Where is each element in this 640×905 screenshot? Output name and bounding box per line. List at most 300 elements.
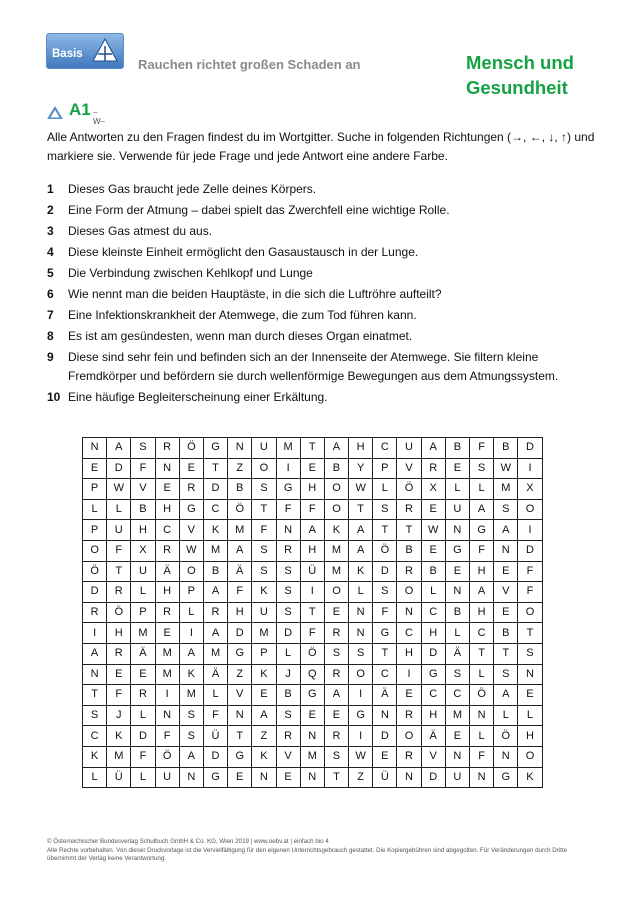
grid-cell[interactable]: L (131, 767, 155, 788)
grid-cell[interactable]: A (179, 746, 203, 767)
grid-cell[interactable]: E (324, 602, 348, 623)
grid-cell[interactable]: K (324, 520, 348, 541)
grid-cell[interactable]: N (518, 664, 542, 685)
grid-cell[interactable]: O (83, 540, 107, 561)
grid-cell[interactable]: M (276, 438, 300, 459)
grid-cell[interactable]: N (373, 705, 397, 726)
grid-cell[interactable]: C (203, 499, 227, 520)
grid-cell[interactable]: N (155, 458, 179, 479)
grid-cell[interactable]: L (203, 685, 227, 706)
grid-cell[interactable]: I (518, 520, 542, 541)
grid-cell[interactable]: E (179, 458, 203, 479)
grid-cell[interactable]: Ä (373, 685, 397, 706)
grid-cell[interactable]: T (324, 767, 348, 788)
grid-cell[interactable]: L (131, 582, 155, 603)
grid-cell[interactable]: G (421, 664, 445, 685)
grid-cell[interactable]: I (349, 726, 373, 747)
grid-cell[interactable]: J (276, 664, 300, 685)
grid-cell[interactable]: H (155, 499, 179, 520)
grid-cell[interactable]: F (203, 705, 227, 726)
grid-cell[interactable]: M (300, 746, 324, 767)
grid-cell[interactable]: I (518, 458, 542, 479)
grid-cell[interactable]: B (131, 499, 155, 520)
grid-cell[interactable]: R (276, 540, 300, 561)
grid-cell[interactable]: R (276, 726, 300, 747)
grid-cell[interactable]: E (300, 458, 324, 479)
grid-cell[interactable]: E (155, 623, 179, 644)
grid-cell[interactable]: C (470, 623, 494, 644)
grid-cell[interactable]: E (83, 458, 107, 479)
grid-cell[interactable]: C (373, 438, 397, 459)
grid-cell[interactable]: M (179, 685, 203, 706)
grid-cell[interactable]: N (349, 602, 373, 623)
grid-cell[interactable]: Ö (494, 726, 518, 747)
grid-cell[interactable]: B (421, 561, 445, 582)
grid-cell[interactable]: W (107, 479, 131, 500)
grid-cell[interactable]: Ö (179, 438, 203, 459)
grid-cell[interactable]: F (300, 499, 324, 520)
grid-cell[interactable]: R (107, 643, 131, 664)
grid-cell[interactable]: A (470, 582, 494, 603)
grid-cell[interactable]: U (131, 561, 155, 582)
grid-cell[interactable]: S (373, 499, 397, 520)
grid-cell[interactable]: U (445, 499, 469, 520)
grid-cell[interactable]: L (445, 479, 469, 500)
grid-cell[interactable]: A (494, 685, 518, 706)
grid-cell[interactable]: A (324, 438, 348, 459)
grid-cell[interactable]: B (397, 540, 421, 561)
grid-cell[interactable]: O (179, 561, 203, 582)
grid-cell[interactable]: T (228, 726, 252, 747)
grid-cell[interactable]: L (276, 643, 300, 664)
grid-cell[interactable]: Q (300, 664, 324, 685)
grid-cell[interactable]: X (131, 540, 155, 561)
grid-cell[interactable]: D (203, 479, 227, 500)
grid-cell[interactable]: A (470, 499, 494, 520)
grid-cell[interactable]: D (203, 746, 227, 767)
grid-cell[interactable]: E (228, 767, 252, 788)
grid-cell[interactable]: P (131, 602, 155, 623)
grid-cell[interactable]: D (107, 458, 131, 479)
grid-cell[interactable]: C (445, 685, 469, 706)
grid-cell[interactable]: S (324, 643, 348, 664)
grid-cell[interactable]: T (470, 643, 494, 664)
grid-cell[interactable]: N (349, 623, 373, 644)
grid-cell[interactable]: T (252, 499, 276, 520)
grid-cell[interactable]: A (252, 705, 276, 726)
grid-cell[interactable]: I (83, 623, 107, 644)
grid-cell[interactable]: A (203, 582, 227, 603)
grid-cell[interactable]: G (349, 705, 373, 726)
grid-cell[interactable]: Ö (470, 685, 494, 706)
grid-cell[interactable]: D (518, 540, 542, 561)
grid-cell[interactable]: S (494, 664, 518, 685)
grid-cell[interactable]: H (421, 705, 445, 726)
grid-cell[interactable]: Ö (300, 643, 324, 664)
grid-cell[interactable]: P (252, 643, 276, 664)
grid-cell[interactable]: G (179, 499, 203, 520)
grid-cell[interactable]: Ä (421, 726, 445, 747)
grid-cell[interactable]: E (252, 685, 276, 706)
grid-cell[interactable]: F (470, 438, 494, 459)
grid-cell[interactable]: O (349, 664, 373, 685)
grid-cell[interactable]: R (397, 705, 421, 726)
grid-cell[interactable]: H (349, 438, 373, 459)
grid-cell[interactable]: K (203, 520, 227, 541)
grid-cell[interactable]: I (300, 582, 324, 603)
grid-cell[interactable]: O (518, 602, 542, 623)
grid-cell[interactable]: E (421, 540, 445, 561)
grid-cell[interactable]: M (445, 705, 469, 726)
grid-cell[interactable]: R (107, 582, 131, 603)
grid-cell[interactable]: A (349, 520, 373, 541)
grid-cell[interactable]: S (179, 705, 203, 726)
grid-cell[interactable]: L (445, 623, 469, 644)
grid-cell[interactable]: N (252, 767, 276, 788)
grid-cell[interactable]: N (445, 746, 469, 767)
grid-cell[interactable]: F (518, 561, 542, 582)
grid-cell[interactable]: E (155, 479, 179, 500)
grid-cell[interactable]: D (83, 582, 107, 603)
grid-cell[interactable]: G (228, 643, 252, 664)
grid-cell[interactable]: N (445, 520, 469, 541)
grid-cell[interactable]: U (107, 520, 131, 541)
grid-cell[interactable]: D (228, 623, 252, 644)
grid-cell[interactable]: Ö (397, 479, 421, 500)
grid-cell[interactable]: Z (228, 664, 252, 685)
grid-cell[interactable]: M (324, 540, 348, 561)
grid-cell[interactable]: A (107, 438, 131, 459)
grid-cell[interactable]: B (494, 623, 518, 644)
grid-cell[interactable]: O (324, 582, 348, 603)
grid-cell[interactable]: N (276, 520, 300, 541)
grid-cell[interactable]: X (518, 479, 542, 500)
grid-cell[interactable]: N (155, 705, 179, 726)
grid-cell[interactable]: M (494, 479, 518, 500)
grid-cell[interactable]: P (83, 479, 107, 500)
grid-cell[interactable]: D (421, 643, 445, 664)
grid-cell[interactable]: F (107, 685, 131, 706)
grid-cell[interactable]: E (131, 664, 155, 685)
grid-cell[interactable]: T (107, 561, 131, 582)
grid-cell[interactable]: N (179, 767, 203, 788)
grid-cell[interactable]: T (518, 623, 542, 644)
grid-cell[interactable]: U (155, 767, 179, 788)
grid-cell[interactable]: O (518, 499, 542, 520)
grid-cell[interactable]: B (445, 438, 469, 459)
grid-cell[interactable]: Ä (445, 643, 469, 664)
grid-cell[interactable]: E (494, 602, 518, 623)
grid-cell[interactable]: K (252, 664, 276, 685)
grid-cell[interactable]: M (252, 623, 276, 644)
grid-cell[interactable]: L (83, 767, 107, 788)
grid-cell[interactable]: D (518, 438, 542, 459)
grid-cell[interactable]: D (276, 623, 300, 644)
grid-cell[interactable]: A (83, 643, 107, 664)
grid-cell[interactable]: N (83, 664, 107, 685)
grid-cell[interactable]: A (203, 623, 227, 644)
grid-cell[interactable]: G (300, 685, 324, 706)
grid-cell[interactable]: L (83, 499, 107, 520)
grid-cell[interactable]: A (300, 520, 324, 541)
grid-cell[interactable]: S (252, 479, 276, 500)
grid-cell[interactable]: E (445, 561, 469, 582)
grid-cell[interactable]: P (179, 582, 203, 603)
grid-cell[interactable]: G (470, 520, 494, 541)
grid-cell[interactable]: C (421, 685, 445, 706)
grid-cell[interactable]: M (131, 623, 155, 644)
grid-cell[interactable]: R (324, 664, 348, 685)
grid-cell[interactable]: F (300, 623, 324, 644)
grid-cell[interactable]: V (397, 458, 421, 479)
grid-cell[interactable]: N (300, 726, 324, 747)
grid-cell[interactable]: L (349, 582, 373, 603)
grid-cell[interactable]: T (494, 643, 518, 664)
grid-cell[interactable]: S (518, 643, 542, 664)
grid-cell[interactable]: R (397, 746, 421, 767)
grid-cell[interactable]: T (203, 458, 227, 479)
grid-cell[interactable]: N (228, 705, 252, 726)
grid-cell[interactable]: D (421, 767, 445, 788)
grid-cell[interactable]: S (83, 705, 107, 726)
grid-cell[interactable]: K (107, 726, 131, 747)
grid-cell[interactable]: Ä (131, 643, 155, 664)
grid-cell[interactable]: D (373, 726, 397, 747)
grid-cell[interactable]: R (155, 438, 179, 459)
grid-cell[interactable]: F (131, 458, 155, 479)
grid-cell[interactable]: F (470, 746, 494, 767)
grid-cell[interactable]: B (494, 438, 518, 459)
grid-cell[interactable]: N (494, 540, 518, 561)
grid-cell[interactable]: K (252, 582, 276, 603)
grid-cell[interactable]: U (252, 602, 276, 623)
grid-cell[interactable]: N (300, 767, 324, 788)
grid-cell[interactable]: G (494, 767, 518, 788)
grid-cell[interactable]: R (155, 540, 179, 561)
grid-cell[interactable]: R (131, 685, 155, 706)
grid-cell[interactable]: W (349, 746, 373, 767)
grid-cell[interactable]: V (276, 746, 300, 767)
grid-cell[interactable]: S (252, 540, 276, 561)
grid-cell[interactable]: N (494, 746, 518, 767)
grid-cell[interactable]: E (107, 664, 131, 685)
grid-cell[interactable]: T (373, 520, 397, 541)
grid-cell[interactable]: K (252, 746, 276, 767)
grid-cell[interactable]: E (397, 685, 421, 706)
grid-cell[interactable]: T (397, 520, 421, 541)
grid-cell[interactable]: S (494, 499, 518, 520)
grid-cell[interactable]: Ü (107, 767, 131, 788)
grid-cell[interactable]: W (349, 479, 373, 500)
grid-cell[interactable]: Ä (155, 561, 179, 582)
grid-cell[interactable]: Ü (373, 767, 397, 788)
grid-cell[interactable]: O (397, 726, 421, 747)
grid-cell[interactable]: P (83, 520, 107, 541)
grid-cell[interactable]: V (228, 685, 252, 706)
grid-cell[interactable]: A (349, 540, 373, 561)
grid-cell[interactable]: W (421, 520, 445, 541)
grid-cell[interactable]: T (83, 685, 107, 706)
grid-cell[interactable]: H (300, 540, 324, 561)
grid-cell[interactable]: N (397, 767, 421, 788)
grid-cell[interactable]: D (131, 726, 155, 747)
grid-cell[interactable]: K (83, 746, 107, 767)
grid-cell[interactable]: A (494, 520, 518, 541)
grid-cell[interactable]: S (349, 643, 373, 664)
grid-cell[interactable]: C (83, 726, 107, 747)
grid-cell[interactable]: U (445, 767, 469, 788)
grid-cell[interactable]: H (107, 623, 131, 644)
grid-cell[interactable]: S (373, 582, 397, 603)
grid-cell[interactable]: U (397, 438, 421, 459)
grid-cell[interactable]: V (421, 746, 445, 767)
grid-cell[interactable]: G (203, 438, 227, 459)
grid-cell[interactable]: S (131, 438, 155, 459)
grid-cell[interactable]: C (373, 664, 397, 685)
grid-cell[interactable]: E (421, 499, 445, 520)
grid-cell[interactable]: D (373, 561, 397, 582)
grid-cell[interactable]: E (445, 458, 469, 479)
grid-cell[interactable]: L (421, 582, 445, 603)
grid-cell[interactable]: E (494, 561, 518, 582)
grid-cell[interactable]: W (494, 458, 518, 479)
grid-cell[interactable]: C (397, 623, 421, 644)
grid-cell[interactable]: O (324, 499, 348, 520)
grid-cell[interactable]: V (131, 479, 155, 500)
grid-cell[interactable]: E (445, 726, 469, 747)
grid-cell[interactable]: H (470, 561, 494, 582)
grid-cell[interactable]: F (228, 582, 252, 603)
grid-cell[interactable]: M (107, 746, 131, 767)
grid-cell[interactable]: A (324, 685, 348, 706)
grid-cell[interactable]: S (276, 602, 300, 623)
grid-cell[interactable]: V (179, 520, 203, 541)
grid-cell[interactable]: E (300, 705, 324, 726)
grid-cell[interactable]: R (83, 602, 107, 623)
grid-cell[interactable]: B (276, 685, 300, 706)
grid-cell[interactable]: L (470, 726, 494, 747)
grid-cell[interactable]: H (470, 602, 494, 623)
grid-cell[interactable]: B (203, 561, 227, 582)
grid-cell[interactable]: L (373, 479, 397, 500)
grid-cell[interactable]: H (300, 479, 324, 500)
grid-cell[interactable]: R (155, 602, 179, 623)
grid-cell[interactable]: H (518, 726, 542, 747)
grid-cell[interactable]: C (421, 602, 445, 623)
grid-cell[interactable]: G (373, 623, 397, 644)
grid-cell[interactable]: A (179, 643, 203, 664)
grid-cell[interactable]: Ö (373, 540, 397, 561)
grid-cell[interactable]: N (470, 767, 494, 788)
grid-cell[interactable]: S (445, 664, 469, 685)
grid-cell[interactable]: X (421, 479, 445, 500)
grid-cell[interactable]: E (324, 705, 348, 726)
grid-cell[interactable]: G (445, 540, 469, 561)
grid-cell[interactable]: K (518, 767, 542, 788)
grid-cell[interactable]: F (252, 520, 276, 541)
grid-cell[interactable]: M (155, 643, 179, 664)
grid-cell[interactable]: C (155, 520, 179, 541)
grid-cell[interactable]: R (324, 726, 348, 747)
grid-cell[interactable]: G (276, 479, 300, 500)
grid-cell[interactable]: L (470, 664, 494, 685)
grid-cell[interactable]: O (324, 479, 348, 500)
grid-cell[interactable]: L (518, 705, 542, 726)
grid-cell[interactable]: Ä (203, 664, 227, 685)
grid-cell[interactable]: S (324, 746, 348, 767)
grid-cell[interactable]: S (276, 582, 300, 603)
grid-cell[interactable]: I (349, 685, 373, 706)
grid-cell[interactable]: A (228, 540, 252, 561)
grid-cell[interactable]: N (470, 705, 494, 726)
grid-cell[interactable]: Ü (300, 561, 324, 582)
grid-cell[interactable]: W (179, 540, 203, 561)
grid-cell[interactable]: R (397, 499, 421, 520)
grid-cell[interactable]: H (397, 643, 421, 664)
grid-cell[interactable]: T (373, 643, 397, 664)
grid-cell[interactable]: R (324, 623, 348, 644)
grid-cell[interactable]: I (276, 458, 300, 479)
grid-cell[interactable]: Z (252, 726, 276, 747)
grid-cell[interactable]: Ö (155, 746, 179, 767)
grid-cell[interactable]: L (470, 479, 494, 500)
grid-cell[interactable]: B (445, 602, 469, 623)
grid-cell[interactable]: E (518, 685, 542, 706)
grid-cell[interactable]: K (349, 561, 373, 582)
grid-cell[interactable]: R (179, 479, 203, 500)
grid-cell[interactable]: V (494, 582, 518, 603)
grid-cell[interactable]: S (470, 458, 494, 479)
grid-cell[interactable]: Z (228, 458, 252, 479)
grid-cell[interactable]: O (397, 582, 421, 603)
grid-cell[interactable]: B (324, 458, 348, 479)
grid-cell[interactable]: S (252, 561, 276, 582)
grid-cell[interactable]: R (421, 458, 445, 479)
grid-cell[interactable]: N (397, 602, 421, 623)
grid-cell[interactable]: B (228, 479, 252, 500)
grid-cell[interactable]: M (203, 643, 227, 664)
grid-cell[interactable]: F (107, 540, 131, 561)
grid-cell[interactable]: S (276, 561, 300, 582)
grid-cell[interactable]: T (300, 602, 324, 623)
grid-cell[interactable]: I (155, 685, 179, 706)
grid-cell[interactable]: H (228, 602, 252, 623)
grid-cell[interactable]: L (494, 705, 518, 726)
grid-cell[interactable]: R (203, 602, 227, 623)
grid-cell[interactable]: Z (349, 767, 373, 788)
grid-cell[interactable]: F (155, 726, 179, 747)
grid-cell[interactable]: S (179, 726, 203, 747)
grid-cell[interactable]: L (131, 705, 155, 726)
grid-cell[interactable]: H (155, 582, 179, 603)
grid-cell[interactable]: R (397, 561, 421, 582)
grid-cell[interactable]: S (276, 705, 300, 726)
grid-cell[interactable]: I (397, 664, 421, 685)
grid-cell[interactable]: E (373, 746, 397, 767)
grid-cell[interactable]: O (252, 458, 276, 479)
grid-cell[interactable]: F (276, 499, 300, 520)
grid-cell[interactable]: N (83, 438, 107, 459)
grid-cell[interactable]: Ö (228, 499, 252, 520)
grid-cell[interactable]: N (445, 582, 469, 603)
grid-cell[interactable]: M (155, 664, 179, 685)
grid-cell[interactable]: Ä (228, 561, 252, 582)
grid-cell[interactable]: L (107, 499, 131, 520)
grid-cell[interactable]: H (131, 520, 155, 541)
grid-cell[interactable]: K (179, 664, 203, 685)
grid-cell[interactable]: O (518, 746, 542, 767)
grid-cell[interactable]: U (252, 438, 276, 459)
